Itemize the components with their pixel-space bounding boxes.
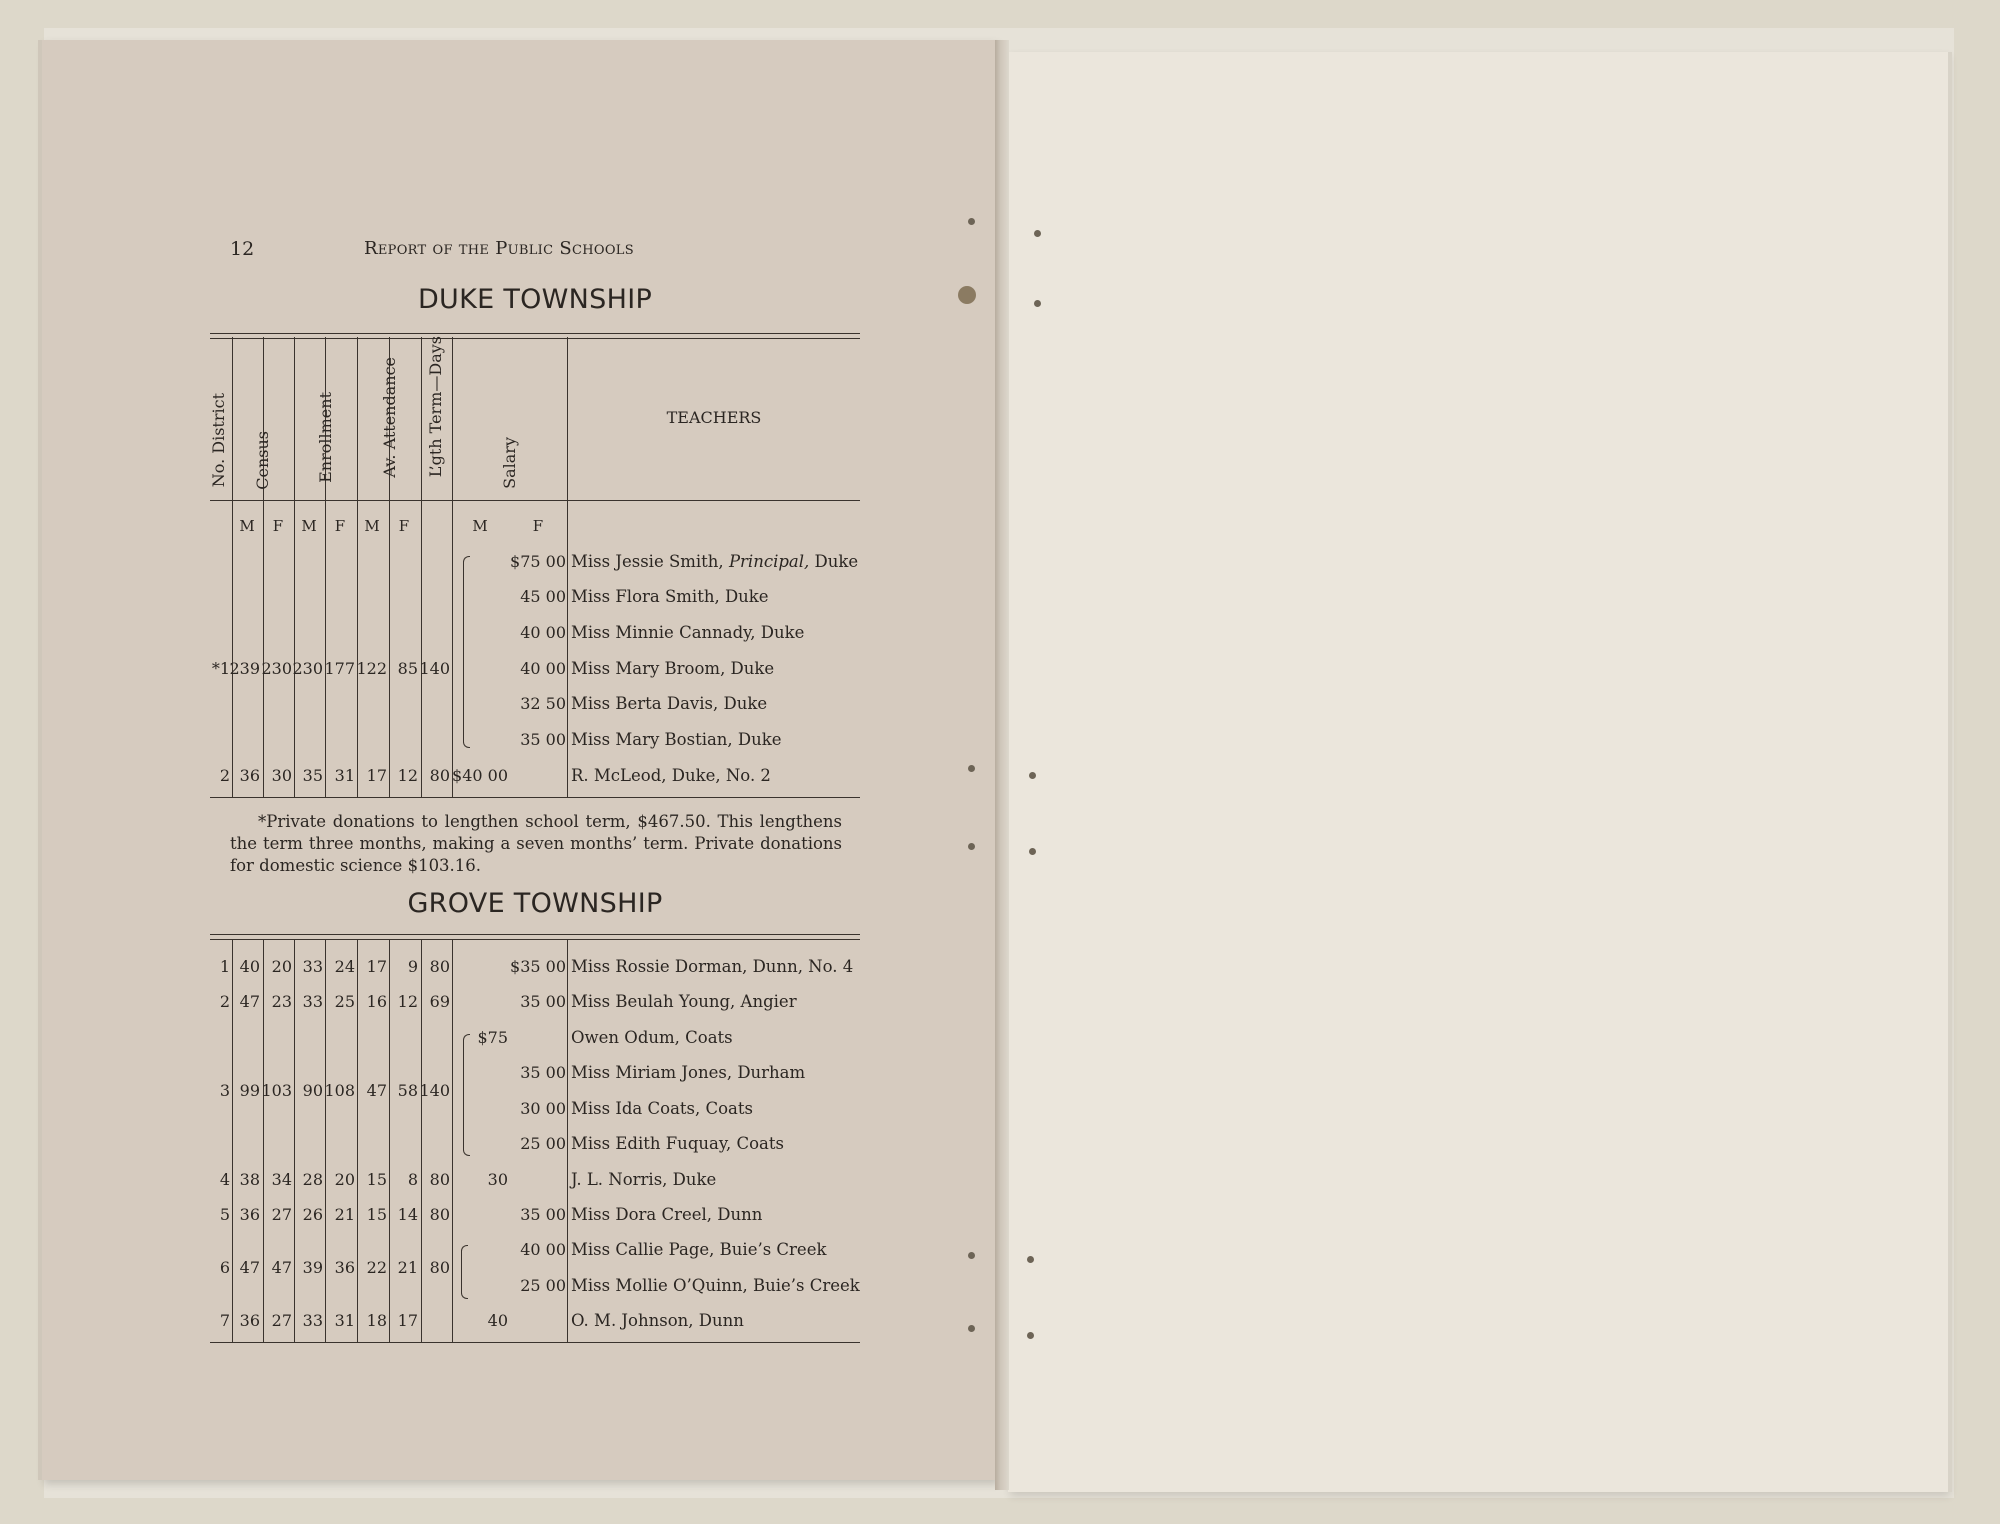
cell-term: 80: [429, 766, 450, 785]
header-teachers: TEACHERS: [666, 408, 762, 427]
cell-term: 69: [429, 992, 450, 1011]
cell-att-f: 8: [407, 1170, 418, 1189]
cell-att-f: 17: [397, 1311, 418, 1330]
cell-att-m: 47: [366, 1081, 387, 1100]
binding-hole: [1029, 772, 1036, 779]
page-number: 12: [230, 238, 255, 260]
grove-table-bottom-rule: [210, 1342, 860, 1343]
binding-hole: [968, 843, 975, 850]
cell-district: 6: [219, 1258, 230, 1277]
sub-header-m: M: [239, 517, 255, 535]
column-rule: [452, 940, 453, 1342]
column-rule: [232, 337, 233, 797]
cell-att-m: 15: [366, 1170, 387, 1189]
cell-district: 2: [219, 766, 230, 785]
cell-att-m: 22: [366, 1258, 387, 1277]
binding-hole: [958, 286, 976, 304]
cell-enroll-m: 33: [302, 957, 323, 976]
cell-census-f: 23: [271, 992, 292, 1011]
cell-census-m: 36: [239, 1205, 260, 1224]
cell-att-f: 14: [397, 1205, 418, 1224]
cell-enroll-m: 35: [302, 766, 323, 785]
cell-salary-m: $75: [477, 1028, 508, 1047]
cell-census-m: 38: [239, 1170, 260, 1189]
cell-term: 80: [429, 1258, 450, 1277]
column-rule: [294, 940, 295, 1342]
group-brace: [463, 1034, 470, 1156]
cell-census-f: 47: [271, 1258, 292, 1277]
cell-salary-m: 30: [487, 1170, 508, 1189]
column-rule: [567, 940, 568, 1342]
sub-header-f: F: [398, 517, 410, 535]
cell-att-m: 18: [366, 1311, 387, 1330]
column-rule: [325, 940, 326, 1342]
cell-enroll-m: 26: [302, 1205, 323, 1224]
cell-census-f: 27: [271, 1311, 292, 1330]
header-term-days: L’gth Term—Days: [426, 336, 445, 478]
cell-district: 4: [219, 1170, 230, 1189]
column-rule: [357, 940, 358, 1342]
binding-hole: [1027, 1332, 1034, 1339]
header-salary: Salary: [500, 437, 519, 489]
cell-term: 80: [429, 1170, 450, 1189]
cell-census-f: 20: [271, 957, 292, 976]
cell-enroll-f: 24: [334, 957, 355, 976]
column-rule: [452, 337, 453, 797]
cell-salary-f: 35 00: [520, 1063, 566, 1082]
binding-hole: [1034, 300, 1041, 307]
cell-district: 2: [219, 992, 230, 1011]
teacher-name: Miss Beulah Young, Angier: [571, 992, 797, 1011]
cell-census-m: 47: [239, 1258, 260, 1277]
duke-township-title: DUKE TOWNSHIP: [417, 284, 653, 315]
teacher-name: [571, 552, 858, 571]
teacher-name: Miss Minnie Cannady, Duke: [571, 623, 805, 642]
cell-enroll-f: 31: [334, 1311, 355, 1330]
column-rule: [357, 337, 358, 797]
cell-term: 80: [429, 957, 450, 976]
cell-att-f: 58: [397, 1081, 418, 1100]
group-brace: [463, 556, 470, 748]
cell-salary-f: 40 00: [520, 623, 566, 642]
running-head: [230, 238, 860, 264]
cell-att-m: 122: [356, 659, 387, 678]
cell-att-f: 85: [397, 659, 418, 678]
cell-enroll-f: 25: [334, 992, 355, 1011]
teacher-role: Principal,: [728, 552, 810, 571]
cell-enroll-m: 28: [302, 1170, 323, 1189]
teacher-name: Miss Mollie O’Quinn, Buie’s Creek: [571, 1276, 860, 1295]
group-brace: [461, 1245, 468, 1299]
teacher-name: O. M. Johnson, Dunn: [571, 1311, 744, 1330]
teacher-name: Miss Callie Page, Buie’s Creek: [571, 1240, 827, 1259]
cell-census-m: 36: [239, 1311, 260, 1330]
teacher-name: Owen Odum, Coats: [571, 1028, 733, 1047]
teacher-name: Miss Flora Smith, Duke: [571, 587, 769, 606]
binding-hole: [1027, 1256, 1034, 1263]
teacher-name: Miss Mary Bostian, Duke: [571, 730, 782, 749]
cell-census-m: 239: [229, 659, 260, 678]
table-top-rule: [210, 333, 860, 339]
cell-att-m: 17: [366, 957, 387, 976]
teacher-name-text: Miss Jessie Smith,: [571, 552, 729, 571]
sub-header-m: M: [364, 517, 380, 535]
cell-census-f: 103: [261, 1081, 292, 1100]
binding-hole: [1034, 230, 1041, 237]
column-rule: [389, 940, 390, 1342]
binding-hole: [1029, 848, 1036, 855]
header-enrollment: Enrollment: [316, 392, 335, 483]
sub-header-f: F: [272, 517, 284, 535]
cell-census-f: 34: [271, 1170, 292, 1189]
book-gutter: [995, 40, 1009, 1490]
cell-district: 7: [219, 1311, 230, 1330]
cell-att-f: 12: [397, 992, 418, 1011]
cell-att-f: 12: [397, 766, 418, 785]
cell-att-f: 9: [407, 957, 418, 976]
cell-enroll-f: 20: [334, 1170, 355, 1189]
header-census: Census: [253, 431, 272, 490]
cell-att-m: 17: [366, 766, 387, 785]
cell-att-m: 16: [366, 992, 387, 1011]
binding-hole: [968, 765, 975, 772]
sub-header-salary-f: F: [532, 517, 544, 535]
cell-enroll-m: 230: [292, 659, 323, 678]
cell-enroll-m: 33: [302, 1311, 323, 1330]
grove-table-top-rule: [210, 934, 860, 940]
cell-salary-f: $75 00: [510, 552, 566, 571]
sub-header-f: F: [334, 517, 346, 535]
cell-term: 80: [429, 1205, 450, 1224]
column-rule: [421, 940, 422, 1342]
cell-district: 3: [219, 1081, 230, 1100]
cell-enroll-f: 21: [334, 1205, 355, 1224]
column-rule: [232, 940, 233, 1342]
teacher-name: Miss Ida Coats, Coats: [571, 1099, 753, 1118]
sub-header-salary-m: M: [472, 517, 488, 535]
cell-census-m: 99: [239, 1081, 260, 1100]
cell-salary-f: 35 00: [520, 730, 566, 749]
cell-enroll-m: 39: [302, 1258, 323, 1277]
binding-hole: [968, 1252, 975, 1259]
header-av-attendance: Av. Attendance: [380, 357, 399, 478]
header-bottom-rule: [210, 500, 860, 501]
cell-salary-f: $35 00: [510, 957, 566, 976]
running-title: Report of the Public Schools: [364, 238, 634, 259]
cell-salary-f: 40 00: [520, 659, 566, 678]
right-page-blank: [1008, 52, 1948, 1492]
teacher-name: Miss Dora Creel, Dunn: [571, 1205, 763, 1224]
cell-enroll-m: 33: [302, 992, 323, 1011]
cell-salary-f: 25 00: [520, 1276, 566, 1295]
cell-salary-f: 40 00: [520, 1240, 566, 1259]
column-rule: [567, 337, 568, 797]
sub-header-m: M: [301, 517, 317, 535]
teacher-name: Miss Rossie Dorman, Dunn, No. 4: [571, 957, 854, 976]
column-rule: [263, 337, 264, 797]
cell-district: 1: [219, 957, 230, 976]
cell-salary-f: 32 50: [520, 694, 566, 713]
cell-district: 5: [219, 1205, 230, 1224]
cell-salary-f: 30 00: [520, 1099, 566, 1118]
teacher-name: Miss Miriam Jones, Durham: [571, 1063, 806, 1082]
header-no-district: No. District: [209, 393, 228, 488]
cell-enroll-f: 36: [334, 1258, 355, 1277]
cell-salary-m: $40 00: [452, 766, 508, 785]
cell-att-m: 15: [366, 1205, 387, 1224]
cell-census-m: 40: [239, 957, 260, 976]
cell-census-m: 36: [239, 766, 260, 785]
grove-township-title: GROVE TOWNSHIP: [407, 888, 663, 919]
cell-att-f: 21: [397, 1258, 418, 1277]
cell-census-f: 230: [261, 659, 292, 678]
duke-table-bottom-rule: [210, 797, 860, 798]
teacher-name: R. McLeod, Duke, No. 2: [571, 766, 771, 785]
column-rule: [294, 337, 295, 797]
cell-salary-m: 40: [487, 1311, 508, 1330]
cell-district: *1: [211, 659, 230, 678]
cell-census-f: 27: [271, 1205, 292, 1224]
column-rule: [421, 337, 422, 797]
cell-enroll-m: 90: [302, 1081, 323, 1100]
binding-hole: [968, 218, 975, 225]
duke-footnote: *Private donations to lengthen school term, $467.50. This lengthens the term three months, making a seven months’ term. Private donations for domestic science $103.16.: [230, 812, 842, 875]
cell-enroll-f: 177: [324, 659, 355, 678]
cell-salary-f: 35 00: [520, 1205, 566, 1224]
cell-term: 140: [419, 1081, 450, 1100]
teacher-name: Miss Edith Fuquay, Coats: [571, 1134, 784, 1153]
cell-term: 140: [419, 659, 450, 678]
teacher-place: Duke: [809, 552, 859, 571]
cell-enroll-f: 31: [334, 766, 355, 785]
teacher-name: Miss Mary Broom, Duke: [571, 659, 775, 678]
teacher-name: Miss Berta Davis, Duke: [571, 694, 768, 713]
binding-hole: [968, 1325, 975, 1332]
cell-salary-f: 45 00: [520, 587, 566, 606]
column-rule: [263, 940, 264, 1342]
cell-enroll-f: 108: [324, 1081, 355, 1100]
cell-census-m: 47: [239, 992, 260, 1011]
cell-census-f: 30: [271, 766, 292, 785]
cell-salary-f: 25 00: [520, 1134, 566, 1153]
cell-salary-f: 35 00: [520, 992, 566, 1011]
teacher-name: J. L. Norris, Duke: [571, 1170, 717, 1189]
